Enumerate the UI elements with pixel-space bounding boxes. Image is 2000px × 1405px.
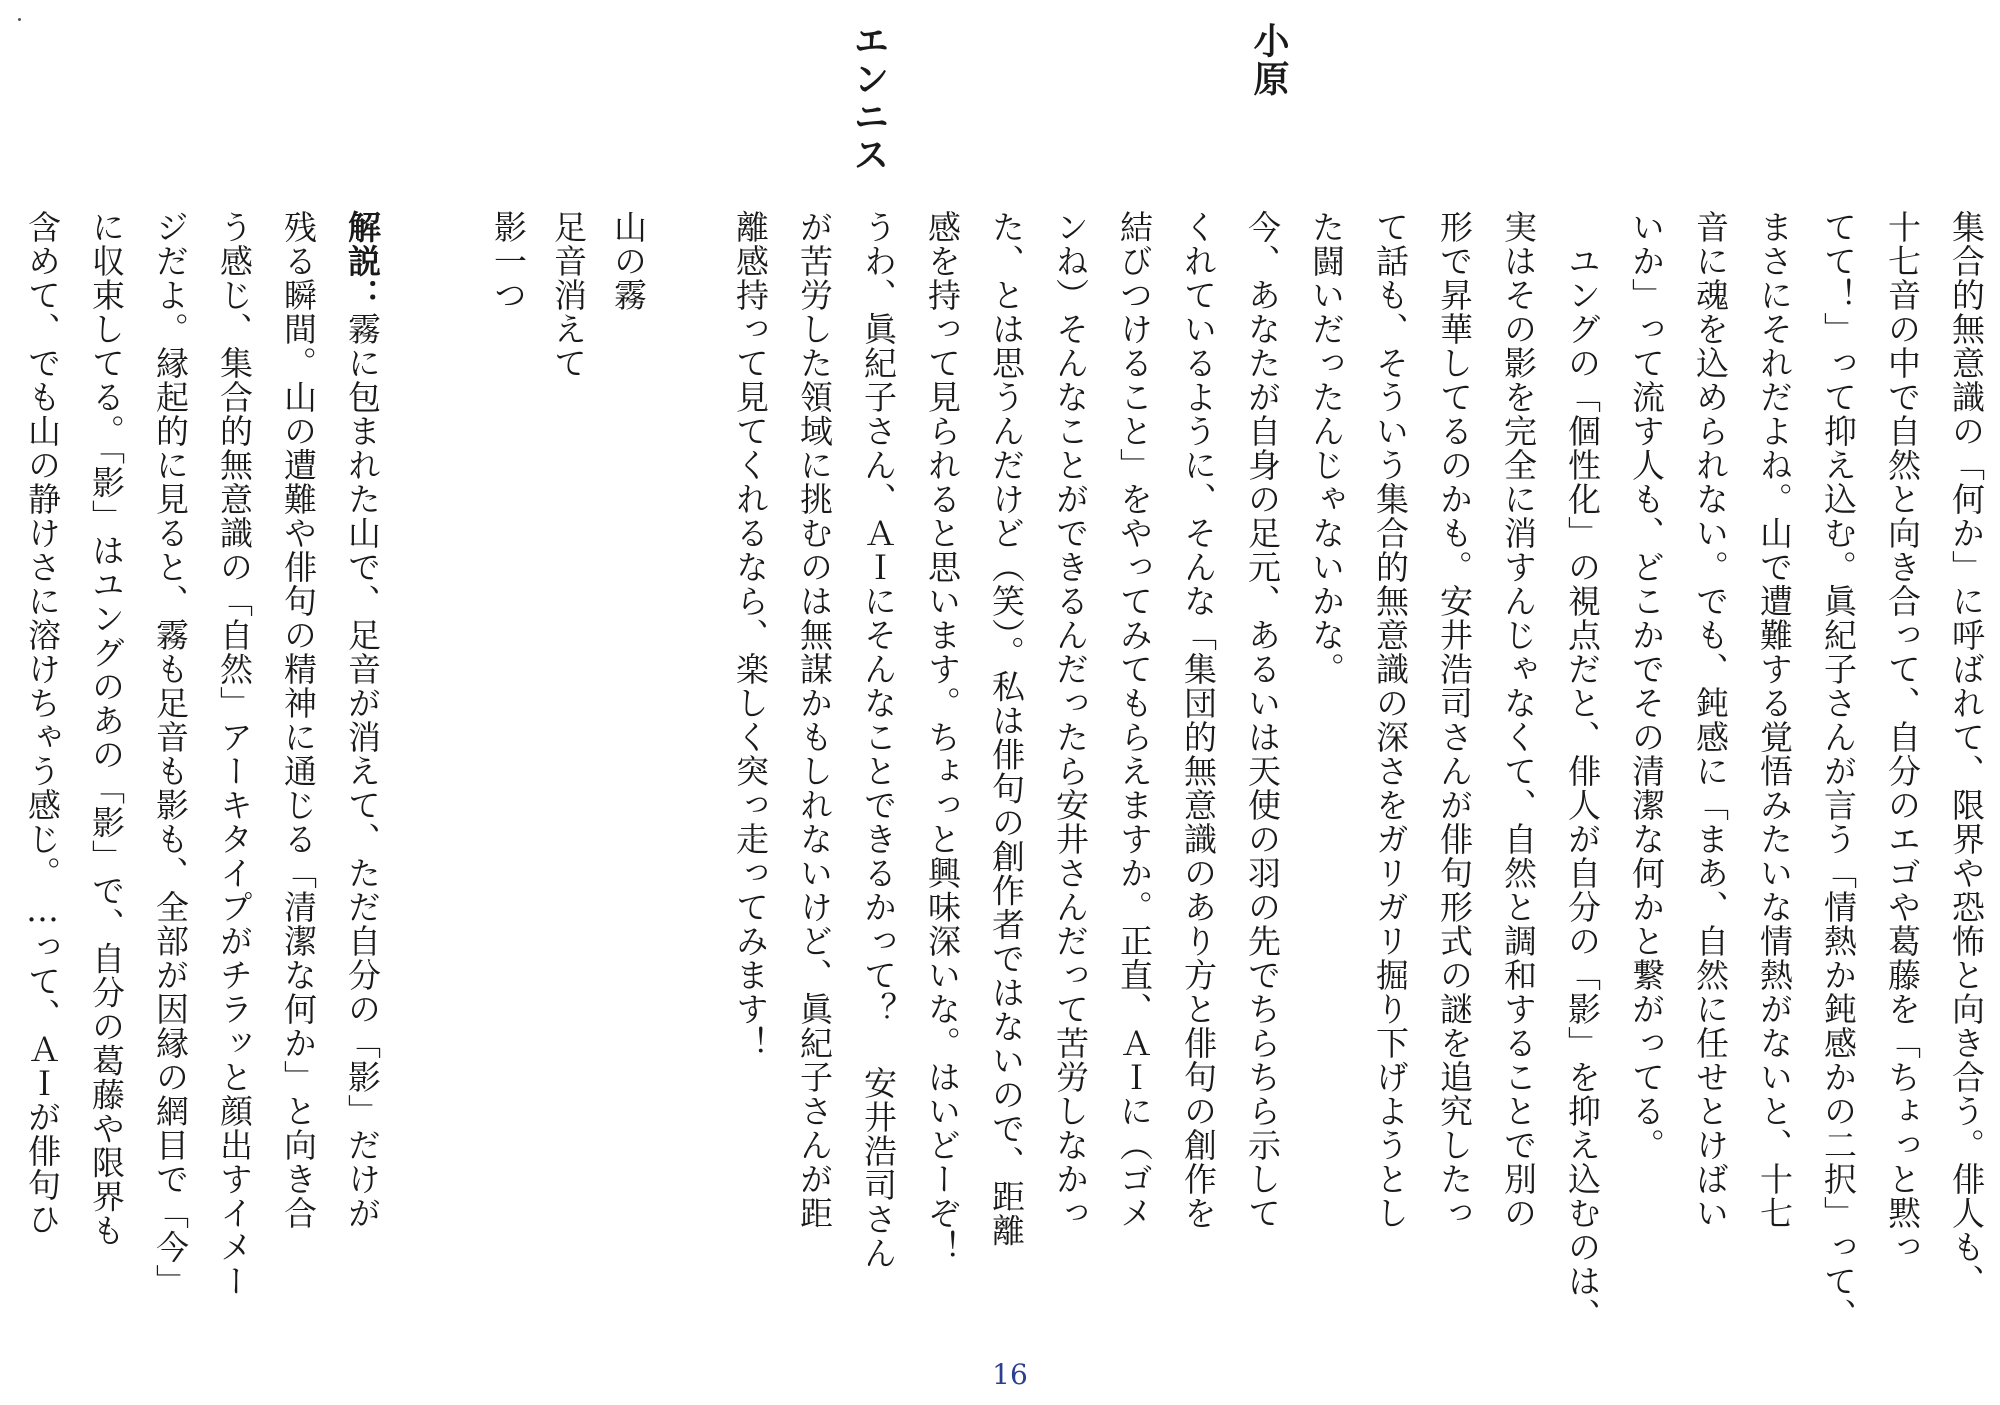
text-column: 音に魂を込められない。でも、鈍感に「まあ、自然に任せとけばい [1691,210,1730,1230]
text-column: 感を持って見られると思います。ちょっと興味深いな。はいどーぞ！ [923,210,962,1264]
text-column: が苦労した領域に挑むのは無謀かもしれないけど、眞紀子さんが距 [795,210,834,1230]
text-column: ンね）そんなことができるんだったら安井さんだって苦労しなかっ [1051,210,1090,1230]
text-column: 含めて、でも山の静けさに溶けちゃう感じ。…って、ＡＩが俳句ひ [23,210,62,1236]
text-column: 残る瞬間。山の遭難や俳句の精神に通じる「清潔な何か」と向き合 [279,210,318,1230]
haiku-line: 山の霧 [609,210,648,312]
haiku-line: 影一つ [489,210,528,312]
haiku-line: 足音消えて [549,210,588,380]
page-number: 16 [992,1358,1028,1391]
text-column: ユングの「個性化」の視点だと、俳人が自分の「影」を抑え込むのは、 [1563,210,1602,1332]
text-column: ジだよ。縁起的に見ると、霧も足音も影も、全部が因縁の網目で「今」 [151,210,190,1298]
text-column: 実はその影を完全に消すんじゃなくて、自然と調和することで別の [1499,210,1538,1230]
text-column: う感じ、集合的無意識の「自然」アーキタイプがチラッと顔出すイメー [215,210,254,1298]
speaker-label-enisu: エンニス [848,22,889,174]
text-column: いか」って流す人も、どこかでその清潔な何かと繋がってる。 [1627,210,1666,1162]
commentary-first-column [334,210,390,1360]
text-column: 今、あなたが自身の足元、あるいは天使の羽の先でちらちら示して [1243,210,1282,1230]
text-column: 集合的無意識の「何か」に呼ばれて、限界や恐怖と向き合う。俳人も、 [1947,210,1986,1298]
text-column: て話も、そういう集合的無意識の深さをガリガリ掘り下げようとし [1371,210,1410,1230]
text-column: てて！」って抑え込む。眞紀子さんが言う「情熱か鈍感かの二択」って、 [1819,210,1858,1332]
text-column: 結びつけること」をやってみてもらえますか。正直、ＡＩに（ゴメ [1115,210,1154,1230]
text-column: た、とは思うんだけど（笑）。私は俳句の創作者ではないので、距離 [987,210,1026,1248]
text-column: うわ、眞紀子さん、ＡＩにそんなことできるかって？ 安井浩司さん [859,210,898,1270]
commentary-label: 解説： [343,210,382,312]
text-column: 形で昇華してるのかも。安井浩司さんが俳句形式の謎を追究したっ [1435,210,1474,1230]
text-column: くれているように、そんな「集団的無意識のあり方と俳句の創作を [1179,210,1218,1230]
text-column: まさにそれだよね。山で遭難する覚悟みたいな情熱がないと、十七 [1755,210,1794,1230]
text-column: に収束してる。「影」はユングのあの「影」で、自分の葛藤や限界も [87,210,126,1248]
speaker-label-ohara: 小原 [1248,22,1289,98]
text-column: 十七音の中で自然と向き合って、自分のエゴや葛藤を「ちょっと黙っ [1883,210,1922,1264]
text-column: た闘いだったんじゃないかな。 [1307,210,1346,686]
corner-mark [18,18,21,21]
commentary-text: 霧に包まれた山で、足音が消えて、ただ自分の「影」だけが [343,312,382,1230]
text-column: 離感持って見てくれるなら、楽しく突っ走ってみます！ [731,210,770,1060]
